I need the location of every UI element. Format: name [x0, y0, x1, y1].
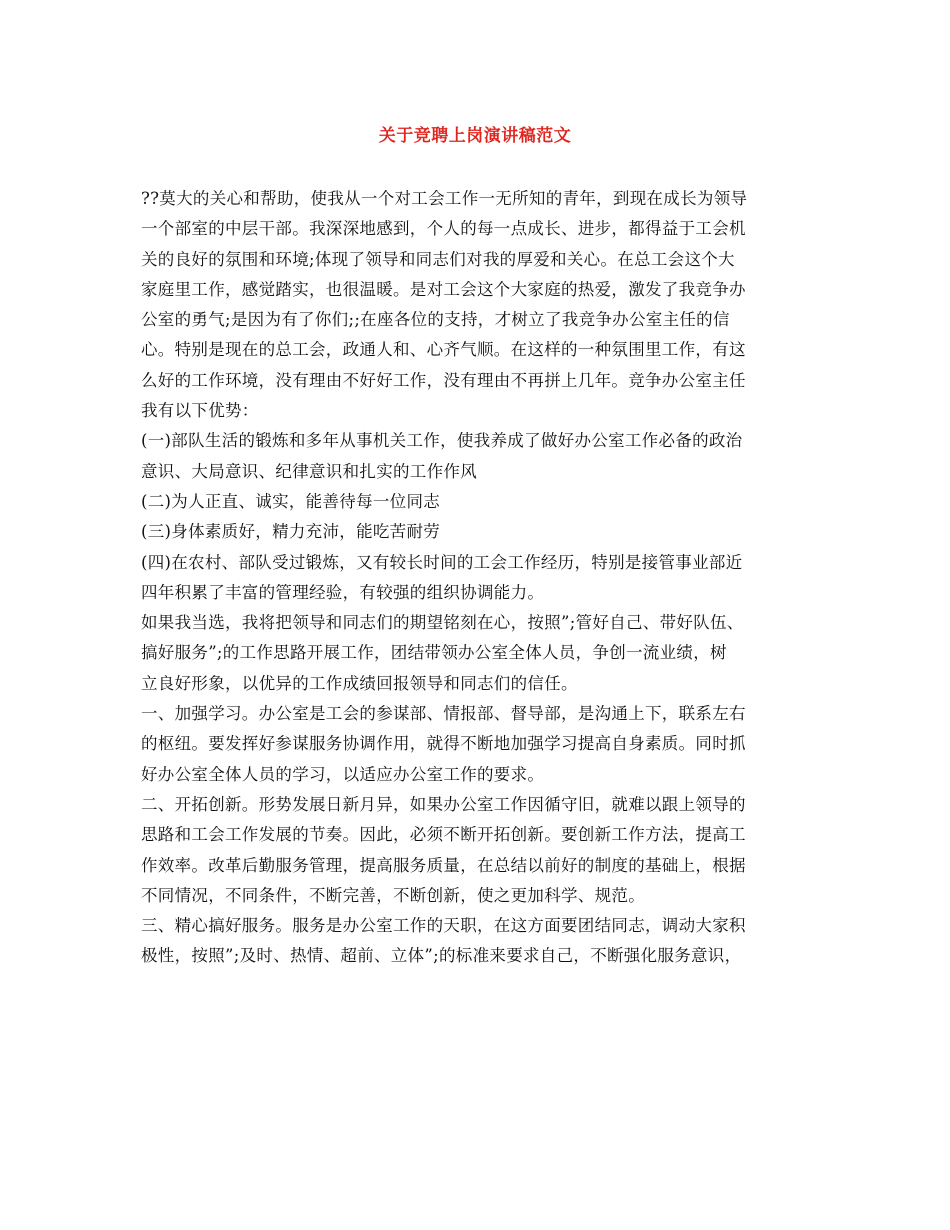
text-line: (三)身体素质好，精力充沛，能吃苦耐劳 [141, 522, 441, 542]
text-line: 三、精心搞好服务。服务是办公室工作的天职，在这方面要团结同志，调动大家积 [141, 916, 746, 936]
text-line: 家庭里工作，感觉踏实，也很温暖。是对工会这个大家庭的热爱，激发了我竞争办 [141, 279, 746, 299]
document-title: 关于竞聘上岗演讲稿范文 [378, 126, 572, 146]
text-line: 关的良好的氛围和环境;体现了领导和同志们对我的厚爱和关心。在总工会这个大 [141, 249, 735, 269]
document-body [141, 184, 821, 972]
text-line: 我有以下优势： [141, 401, 259, 421]
text-line: (一)部队生活的锻炼和多年从事机关工作，使我养成了做好办公室工作必备的政治 [141, 431, 743, 451]
text-line: (二)为人正直、诚实，能善待每一位同志 [141, 491, 441, 511]
text-line: 意识、大局意识、纪律意识和扎实的工作作风 [141, 461, 477, 481]
text-line: ??莫大的关心和帮助，使我从一个对工会工作一无所知的青年，到现在成长为领导 [141, 189, 748, 208]
text-line: 一、加强学习。办公室是工会的参谋部、情报部、督导部，是沟通上下，联系左右 [141, 704, 746, 724]
text-line: 思路和工会工作发展的节奏。因此，必须不断开拓创新。要创新工作方法，提高工 [141, 825, 746, 845]
text-line: 极性，按照”;及时、热情、超前、立体”;的标准来要求自己，不断强化服务意识， [141, 946, 742, 966]
text-line: 四年积累了丰富的管理经验，有较强的组织协调能力。 [141, 582, 545, 602]
text-line: 心。特别是现在的总工会，政通人和、心齐气顺。在这样的一种氛围里工作，有这 [141, 340, 746, 360]
text-line: 公室的勇气;是因为有了你们;;在座各位的支持，才树立了我竞争办公室主任的信 [141, 310, 730, 330]
text-line: 作效率。改革后勤服务管理，提高服务质量，在总结以前好的制度的基础上，根据 [141, 855, 746, 875]
text-line: 搞好服务”;的工作思路开展工作，团结带领办公室全体人员，争创一流业绩，树 [141, 643, 727, 663]
text-line: (四)在农村、部队受过锻炼，又有较长时间的工会工作经历，特别是接管事业部近 [141, 552, 743, 572]
text-line: 一个部室的中层干部。我深深地感到，个人的每一点成长、进步，都得益于工会机 [141, 219, 746, 239]
text-line: 的枢纽。要发挥好参谋服务协调作用，就得不断地加强学习提高自身素质。同时抓 [141, 734, 746, 754]
text-line: 么好的工作环境，没有理由不好好工作，没有理由不再拼上几年。竞争办公室主任 [141, 370, 746, 390]
text-line: 不同情况，不同条件，不断完善，不断创新，使之更加科学、规范。 [141, 885, 645, 905]
text-line: 二、开拓创新。形势发展日新月异，如果办公室工作因循守旧，就难以跟上领导的 [141, 794, 746, 814]
text-line: 立良好形象，以优异的工作成绩回报领导和同志们的信任。 [141, 673, 578, 693]
text-line: 如果我当选，我将把领导和同志们的期望铭刻在心，按照”;管好自己、带好队伍、 [141, 613, 744, 633]
text-line: 好办公室全体人员的学习，以适应办公室工作的要求。 [141, 764, 545, 784]
